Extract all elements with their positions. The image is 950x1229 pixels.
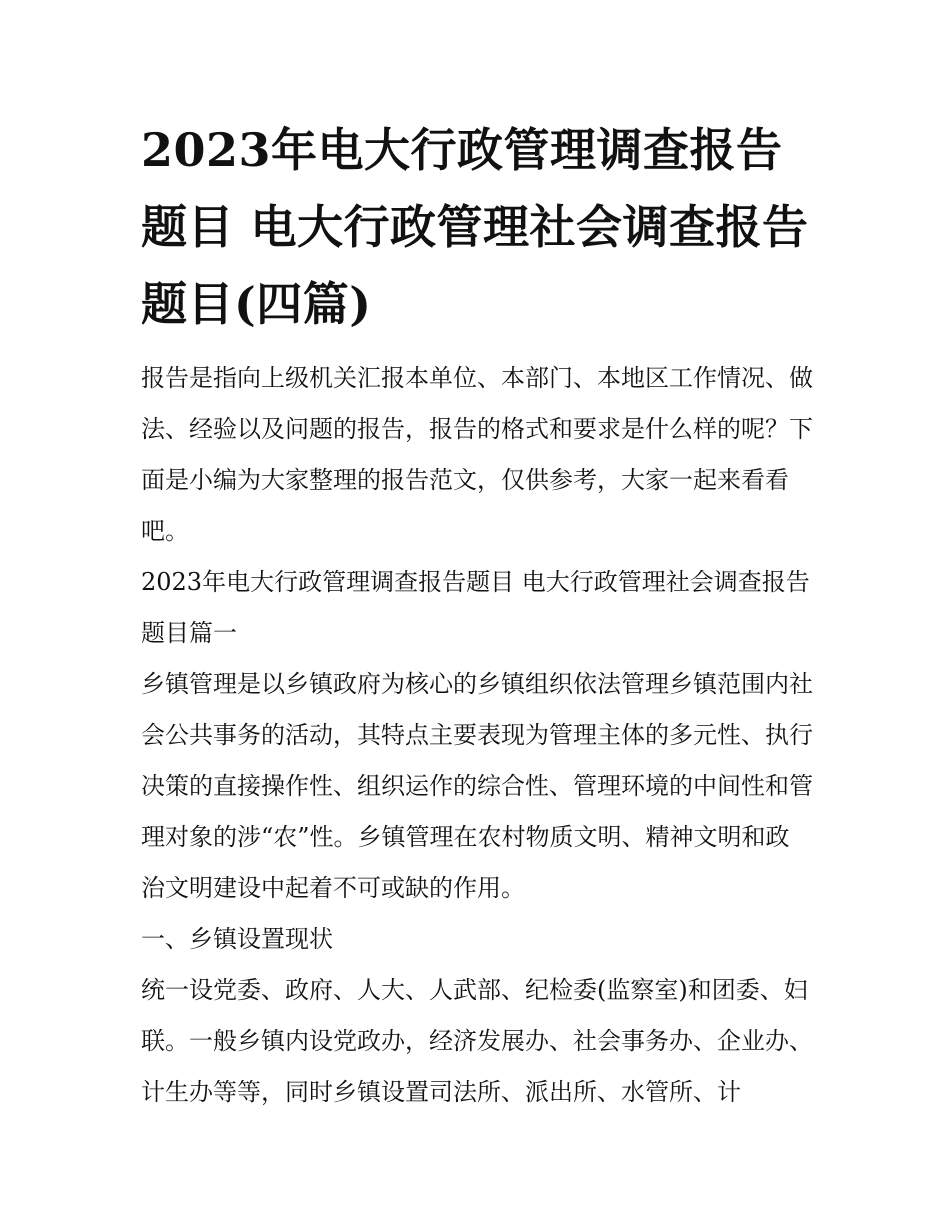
- body-paragraph: 统一设党委、政府、人大、人武部、纪检委(监察室)和团委、妇联。一般乡镇内设党政办，经济发展办、社会事务办、企业办、计生办等等，同时乡镇设置司法所、派出所、水管所、计: [141, 976, 813, 1106]
- section-heading-part-one: 2023年电大行政管理调查报告题目 电大行政管理社会调查报告题目篇一: [141, 568, 810, 647]
- section-heading-status: 一、乡镇设置现状: [141, 925, 333, 953]
- intro-paragraph: 报告是指向上级机关汇报本单位、本部门、本地区工作情况、做法、经验以及问题的报告，报告的格式和要求是什么样的呢？下面是小编为大家整理的报告范文，仅供参考，大家一起来看看吧。: [141, 364, 813, 545]
- document-page: [141, 112, 813, 1118]
- document-title: 2023年电大行政管理调查报告题目 电大行政管理社会调查报告题目(四篇): [141, 123, 809, 331]
- body-paragraph: 乡镇管理是以乡镇政府为核心的乡镇组织依法管理乡镇范围内社会公共事务的活动，其特点主要表现为管理主体的多元性、执行决策的直接操作性、组织运作的综合性、管理环境的中间性和管理对象的涉“农”性。乡镇管理在农村物质文明、精神文明和政治文明建设中起着不可或缺的作用。: [141, 670, 813, 902]
- document-body: [141, 353, 813, 1118]
